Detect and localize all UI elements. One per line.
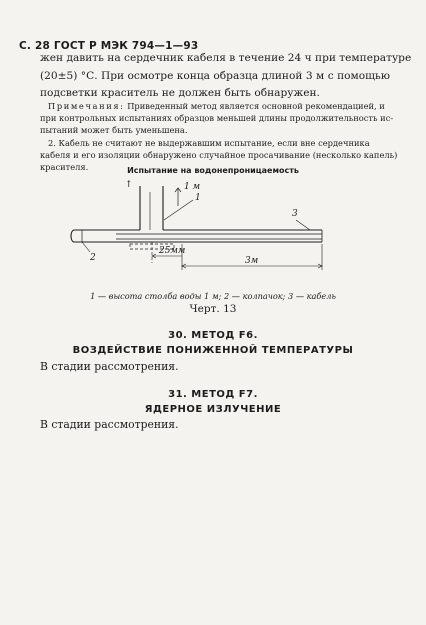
label-3: 3 — [292, 209, 298, 219]
note-line: 2. Кабель не считают не выдержавшим испытание, если вне сердечника — [48, 137, 370, 148]
intro-line: (20±5) °С. При осмотре конца образца длиной 3 м с помощью — [40, 69, 390, 82]
note-line: пытаний может быть уменьшена. — [40, 125, 188, 136]
note-line: кабеля и его изоляции обнаружено случайное просачивание (несколько капель) — [40, 149, 398, 160]
section-31-heading — [0, 387, 426, 417]
leader-2 — [82, 242, 90, 252]
figure-caption: 1 — высота столба воды 1 м; 2 — колпачок; 3 — кабель — [90, 291, 336, 301]
section-31-number: 31. МЕТОД F7. — [168, 389, 258, 400]
section-30-number: 30. МЕТОД F6. — [168, 330, 258, 341]
label-25mm: 25мм — [159, 246, 186, 256]
section-30-text: В стадии рассмотрения. — [40, 360, 179, 373]
water-test-diagram — [60, 178, 350, 288]
figure-title: Испытание на водонепроницаемость — [127, 166, 299, 175]
label-2: 2 — [90, 253, 96, 263]
notes-line1-rest: Приведенный метод является основной рекомендацией, и — [124, 101, 385, 111]
note-line: красителя. — [40, 162, 89, 173]
section-30-heading — [0, 328, 426, 358]
section-31-title: ЯДЕРНОЕ ИЗЛУЧЕНИЕ — [144, 404, 282, 415]
section-30-title: ВОЗДЕЙСТВИЕ ПОНИЖЕННОЙ ТЕМПЕРАТУРЫ — [72, 345, 354, 356]
page-header: С. 28 ГОСТ Р МЭК 794—1—93 — [19, 40, 199, 52]
intro-line: жен давить на сердечник кабеля в течение 24 ч при температуре — [40, 52, 412, 64]
note-line-1 — [40, 100, 390, 112]
intro-paragraph — [40, 50, 412, 103]
cap-curve — [71, 230, 74, 242]
label-height: 1 м — [184, 182, 201, 192]
figure-number: Черт. 13 — [189, 303, 237, 315]
leader-3 — [296, 220, 310, 230]
label-1: 1 — [195, 193, 201, 203]
section-31-text: В стадии рассмотрения. — [40, 418, 179, 431]
note-line: при контрольных испытаниях образцов меньшей длины продолжительность ис- — [40, 113, 394, 124]
leader-1 — [164, 200, 193, 220]
notes-title: Примечания: — [48, 101, 125, 111]
notes-block — [40, 100, 398, 173]
label-3m: 3м — [245, 256, 259, 266]
intro-line: подсветки краситель не должен быть обнаружен. — [40, 87, 320, 99]
label-arrow-mark: ↑ — [125, 180, 133, 190]
